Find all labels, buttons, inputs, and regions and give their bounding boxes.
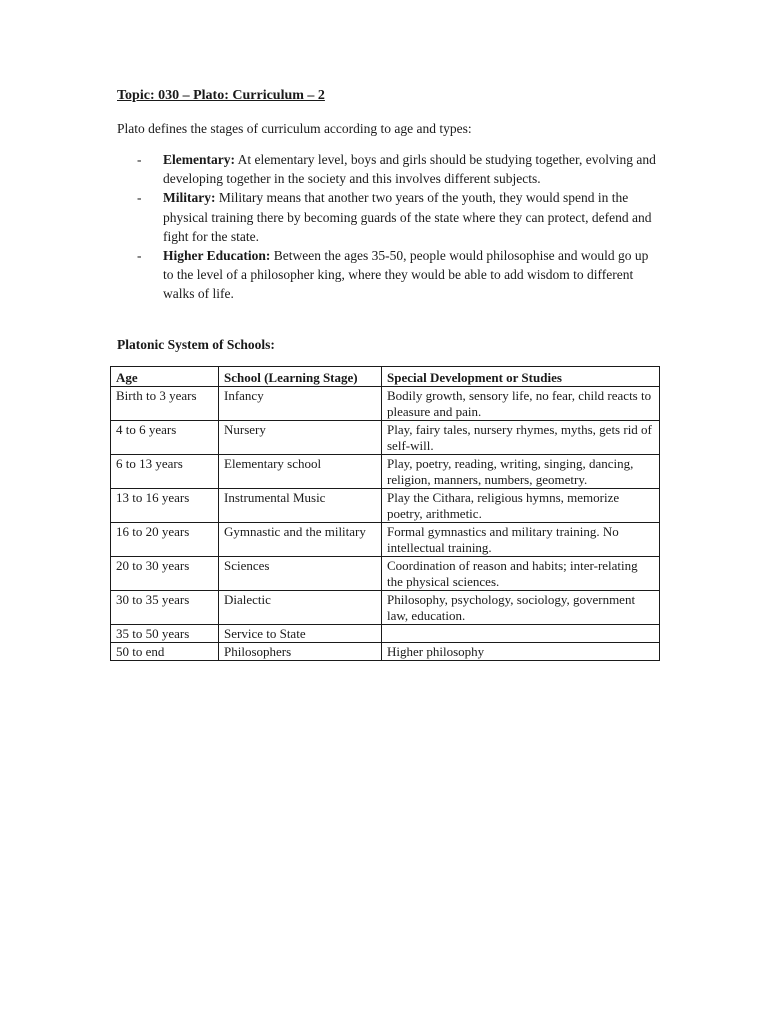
stage-item-elementary xyxy=(117,150,657,188)
table-row xyxy=(111,421,660,455)
header-cell-school: School (Learning Stage) xyxy=(219,367,382,387)
list-bullet: - xyxy=(137,152,142,167)
table-row xyxy=(111,625,660,643)
stage-description: Between the ages 35-50, people would philosophise and would go up to the level of a philosopher king, where they would be able to add wisdom to different walks of life. xyxy=(163,248,649,302)
cell-age: Birth to 3 years xyxy=(111,387,219,421)
cell-studies: Play, fairy tales, nursery rhymes, myths, gets rid of self-will. xyxy=(382,421,660,455)
stage-description: Military means that another two years of the youth, they would spend in the physical training there by becoming guards of the state where they can protect, defend and fight for the state. xyxy=(163,190,652,244)
cell-age: 35 to 50 years xyxy=(111,625,219,643)
table-header-row xyxy=(111,367,660,387)
table-row xyxy=(111,489,660,523)
cell-studies xyxy=(382,625,660,643)
cell-school: Gymnastic and the military xyxy=(219,523,382,557)
cell-age: 16 to 20 years xyxy=(111,523,219,557)
cell-school: Nursery xyxy=(219,421,382,455)
stage-term: Higher Education: xyxy=(163,248,271,264)
cell-age: 13 to 16 years xyxy=(111,489,219,523)
cell-school: Philosophers xyxy=(219,643,382,661)
cell-studies: Coordination of reason and habits; inter-relating the physical sciences. xyxy=(382,557,660,591)
cell-studies: Play the Cithara, religious hymns, memorize poetry, arithmetic. xyxy=(382,489,660,523)
cell-studies: Higher philosophy xyxy=(382,643,660,661)
cell-studies: Play, poetry, reading, writing, singing, dancing, religion, manners, numbers, geometry. xyxy=(382,455,660,489)
cell-age: 30 to 35 years xyxy=(111,591,219,625)
cell-age: 6 to 13 years xyxy=(111,455,219,489)
cell-school: Elementary school xyxy=(219,455,382,489)
table-title: Platonic System of Schools: xyxy=(117,337,275,352)
table-row xyxy=(111,455,660,489)
list-bullet: - xyxy=(137,190,142,206)
stage-description: At elementary level, boys and girls should be studying together, evolving and developing together in the society and this involves different subjects. xyxy=(163,152,656,187)
intro-paragraph: Plato defines the stages of curriculum according to age and types: xyxy=(117,121,472,136)
header-cell-studies: Special Development or Studies xyxy=(382,367,660,387)
platonic-schools-table xyxy=(110,366,660,661)
cell-school: Sciences xyxy=(219,557,382,591)
table-row xyxy=(111,591,660,625)
stage-term: Military: xyxy=(163,190,216,206)
cell-school: Instrumental Music xyxy=(219,489,382,523)
cell-studies: Philosophy, psychology, sociology, government law, education. xyxy=(382,591,660,625)
cell-age: 20 to 30 years xyxy=(111,557,219,591)
topic-title: Topic: 030 – Plato: Curriculum – 2 xyxy=(117,88,325,103)
cell-age: 4 to 6 years xyxy=(111,421,219,455)
table-row xyxy=(111,643,660,661)
list-bullet: - xyxy=(137,248,142,264)
header-cell-age: Age xyxy=(111,367,219,387)
table-row xyxy=(111,557,660,591)
cell-school: Service to State xyxy=(219,625,382,643)
table-row xyxy=(111,387,660,421)
cell-school: Dialectic xyxy=(219,591,382,625)
stage-item-higher-education xyxy=(117,246,657,304)
cell-studies: Formal gymnastics and military training. No intellectual training. xyxy=(382,523,660,557)
table-row xyxy=(111,523,660,557)
stage-item-military xyxy=(117,188,657,246)
cell-age: 50 to end xyxy=(111,643,219,661)
cell-studies: Bodily growth, sensory life, no fear, child reacts to pleasure and pain. xyxy=(382,387,660,421)
curriculum-stages-list xyxy=(117,150,657,304)
cell-school: Infancy xyxy=(219,387,382,421)
stage-term: Elementary: xyxy=(163,152,235,167)
